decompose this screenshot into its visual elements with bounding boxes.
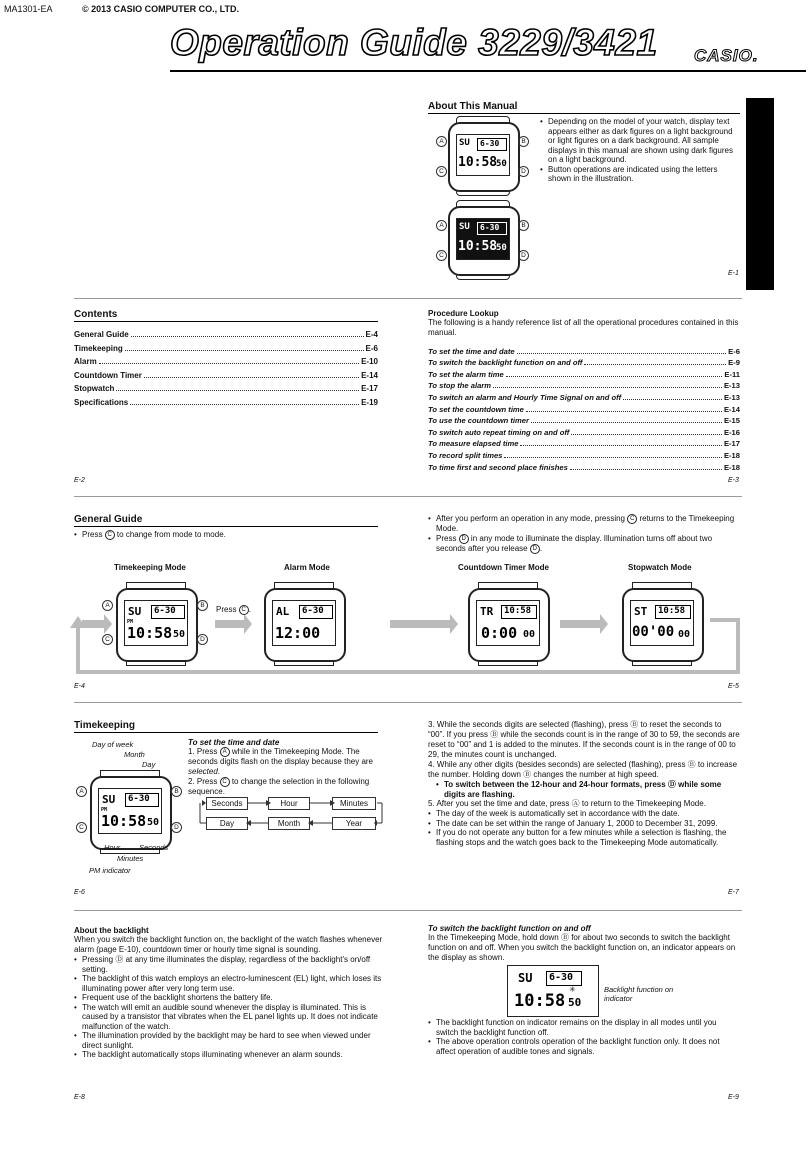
about-bullet: • Depending on the model of your watch, display text appears either as dark figures on a light background or light figures on a dark background. All sample displays in this manual are shown using dark figures on a light background. [540,117,740,165]
procedure-row[interactable]: To use the countdown timer E-15 [428,416,740,426]
toc-row[interactable]: Stopwatch E-17 [74,384,378,393]
document-code: MA1301-EA [4,4,53,14]
flow-arrows [196,796,386,832]
flow-month: Month [268,817,310,830]
page-number: E-6 [74,889,85,896]
button-b-label: B [518,136,529,147]
mode-label-timekeeping: Timekeeping Mode [114,563,186,572]
button-c-label: C [436,166,447,177]
label-month: Month [124,750,145,759]
toc-row[interactable]: Specifications E-19 [74,397,378,407]
watch-illustration-dark: SU 6-30 10:58 50 A B C D [436,200,528,278]
backlight-switch-bullets: • The backlight function on indicator remains on the display in all modes until you switch the backlight function off. • The above operation controls operation of the backlight function only. It does not affect operation of audible tones and signals. [428,1018,740,1056]
backlight-indicator-label: Backlight function on indicator [604,985,674,1003]
page-number: E-5 [728,683,739,690]
backlight-heading: About the backlight [74,926,149,935]
label-hour: Hour [104,843,121,852]
mode-label-alarm: Alarm Mode [284,563,330,572]
page-title: Operation Guide 3229/3421 [170,22,658,63]
procedure-row[interactable]: To stop the alarm E-13 [428,381,740,391]
about-heading: About This Manual [428,101,740,114]
label-day-of-week: Day of week [92,740,134,749]
toc-row[interactable]: Alarm E-10 [74,357,378,366]
backlight-switch-text: In the Timekeeping Mode, hold down Ⓑ for about two seconds to switch the backlight function on and off. When you switch the backlight function on, an indicator appears on the display as shown. [428,933,736,962]
watch-alarm: AL 6-30 12:00 [258,582,350,664]
page-number: E-7 [728,889,739,896]
page-number: E-4 [74,683,85,690]
set-time-title: To set the time and date [188,738,280,747]
button-d-icon: D [530,544,540,554]
page-number: E-2 [74,477,85,484]
general-heading: General Guide [74,514,378,527]
button-d-label: D [518,166,529,177]
procedure-list [428,344,740,472]
mode-label-countdown: Countdown Timer Mode [458,563,549,572]
procedure-row[interactable]: To measure elapsed time E-17 [428,439,740,449]
procedure-intro: The following is a handy reference list of all the operational procedures contained in this manual. [428,318,739,337]
section-divider [74,910,742,911]
set-time-steps: 1. Press A while in the Timekeeping Mode. The seconds digits flash on the display because they are selected. 2. Press C to change the selection in the following sequence. [188,747,374,797]
watch-countdown: TR 10:58 0:00 00 [462,582,554,664]
procedure-row[interactable]: To switch the backlight function on and off E-9 [428,358,740,368]
label-minutes: Minutes [117,854,144,863]
flow-year: Year [332,817,376,830]
flow-seconds: Seconds [206,797,248,810]
page-number: E-1 [728,270,739,277]
procedure-row[interactable]: To set the alarm time E-11 [428,369,740,379]
watch-timekeeping: SU 6-30 PM 10:58 50 A B C D [102,582,208,664]
page-number: E-9 [728,1094,739,1101]
procedure-row[interactable]: To set the time and date E-6 [428,346,740,356]
backlight-bullets: • Pressing Ⓓ at any time illuminates the display, regardless of the backlight’s on/off setting. • The backlight of this watch employs an electro-luminescent (EL) light, which loses its illuminating power after very long term use. • Frequent use of the backlight shortens the battery life. • The watch will emit an audible sound whenever the display is illuminated. This is caused by a transistor that vibrates when the EL panel lights up. It does not indicate malfunction of the watch. • The illumination provided by the backlight may be hard to see when viewed under direct sunlight. • The backlight automatically stops illuminating whenever an alarm sounds. [74,955,386,1060]
press-c-label: Press C . [216,605,251,615]
section-divider [74,298,742,299]
procedure-row[interactable]: To record split times E-18 [428,450,740,460]
side-tab [746,98,774,290]
page-number: E-3 [728,477,739,484]
flow-hour: Hour [268,797,310,810]
backlight-lcd: SU 6-30 10:58 50 ✳ [507,965,599,1017]
flow-day: Day [206,817,248,830]
general-bullets-left: • Press C to change from mode to mode. [74,530,378,540]
timekeeping-right: 3. While the seconds digits are selected (flashing), press Ⓑ to reset the seconds to “00”. If you press Ⓑ while the seconds count is in the range of 30 to 59, the seconds are reset to “00” and 1 is added to the minutes. If the seconds count is in the range of 00 to 29, the minutes count is unchanged. 4. While any other digits (besides seconds) are selected (flashing), press Ⓑ to increase the number. Holding down Ⓑ changes the number at high speed. • To switch between the 12-hour and 24-hour formats, press Ⓓ while some digits are flashing. 5. After you set the time and date, press Ⓐ to return to the Timekeeping Mode. • The day of the week is automatically set in accordance with the date. • The date can be set within the range of January 1, 2000 to December 31, 2099. • If you do not operate any button for a few minutes while a selection is flashing, the flashing stops and the watch goes back to the Timekeeping Mode automatically. [428,720,740,847]
label-day: Day [142,760,156,769]
contents-heading: Contents [74,309,378,322]
watch-timekeeping-detail: SU 6-30 PM 10:58 50 A B C D [76,770,182,852]
procedure-row[interactable]: To set the countdown time E-14 [428,404,740,414]
procedure-heading: Procedure Lookup [428,309,499,318]
toc-row[interactable]: Timekeeping E-6 [74,343,378,353]
section-divider [74,496,742,497]
casio-logo: CASIO. [694,46,759,65]
backlight-intro: When you switch the backlight function on, the backlight of the watch flashes whenever alarm (page E-10), countdown timer or hourly time signal is sounding. [74,935,383,954]
mode-label-stopwatch: Stopwatch Mode [628,563,692,572]
about-bullets [540,117,740,184]
backlight-indicator-icon: ✳ [569,985,576,994]
about-bullet: • Button operations are indicated using the letters shown in the illustration. [540,165,740,184]
button-d-icon: D [459,534,469,544]
page-number: E-8 [74,1094,85,1101]
toc-row[interactable]: General Guide E-4 [74,330,378,339]
timekeeping-heading: Timekeeping [74,720,378,733]
backlight-switch-title: To switch the backlight function on and off [428,924,591,933]
label-pm-indicator: PM indicator [89,866,131,875]
procedure-row[interactable]: To switch auto repeat timing on and off E-16 [428,427,740,437]
button-c-icon: C [105,530,115,540]
flow-minutes: Minutes [332,797,376,810]
label-seconds: Seconds [139,843,169,852]
button-c-icon: C [627,514,637,524]
watch-illustration-light: SU 6-30 10:58 50 A B C D [436,116,528,194]
button-a-label: A [436,136,447,147]
procedure-row[interactable]: To time first and second place finishes E-18 [428,462,740,472]
watch-stopwatch: ST 10:58 00'00 00 [616,582,708,664]
general-bullets-right: • After you perform an operation in any mode, pressing C returns to the Timekeeping Mode. • Press D in any mode to illuminate the display. Illumination turns off about two seconds after you release D . [428,514,740,554]
section-divider [74,702,742,703]
copyright: © 2013 CASIO COMPUTER CO., LTD. [82,4,239,14]
procedure-row[interactable]: To switch an alarm and Hourly Time Signal on and off E-13 [428,392,740,402]
toc-row[interactable]: Countdown Timer E-14 [74,370,378,380]
contents-list [74,326,378,407]
title-rule [170,70,806,72]
